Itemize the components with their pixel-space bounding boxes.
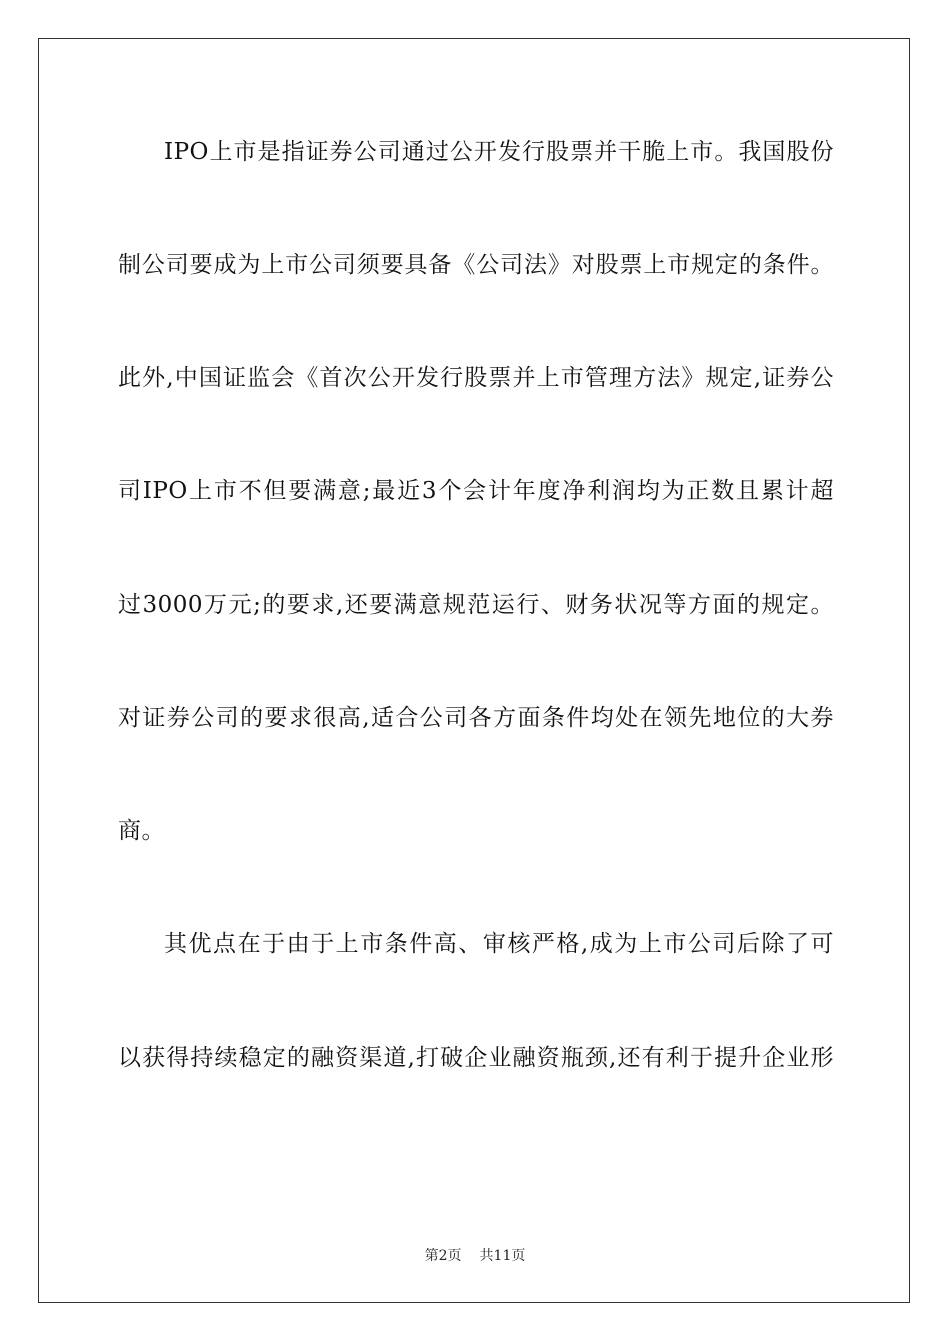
page-total: 共11页 bbox=[479, 1248, 526, 1264]
text-line: 此外,中国证监会《首次公开发行股票并上市管理方法》规定,证券公 bbox=[118, 365, 834, 391]
text-line: 其优点在于由于上市条件高、审核严格,成为上市公司后除了可 bbox=[164, 931, 834, 957]
text-line: 制公司要成为上市公司须要具备《公司法》对股票上市规定的条件。 bbox=[118, 252, 834, 278]
text-line: IPO上市是指证券公司通过公开发行股票并干脆上市。我国股份 bbox=[164, 139, 834, 165]
text-line: 过3000万元;的要求,还要满意规范运行、财务状况等方面的规定。 bbox=[118, 592, 834, 618]
text-line: 司IPO上市不但要满意;最近3个会计年度净利润均为正数且累计超 bbox=[118, 478, 834, 504]
page-number: 第2页 bbox=[424, 1248, 462, 1264]
text-line: 对证券公司的要求很高,适合公司各方面条件均处在领先地位的大券 bbox=[118, 705, 834, 731]
text-line: 商。 bbox=[118, 818, 165, 844]
page-footer bbox=[0, 1245, 950, 1265]
text-line: 以获得持续稳定的融资渠道,打破企业融资瓶颈,还有利于提升企业形 bbox=[118, 1045, 834, 1071]
page-border bbox=[38, 38, 910, 1303]
